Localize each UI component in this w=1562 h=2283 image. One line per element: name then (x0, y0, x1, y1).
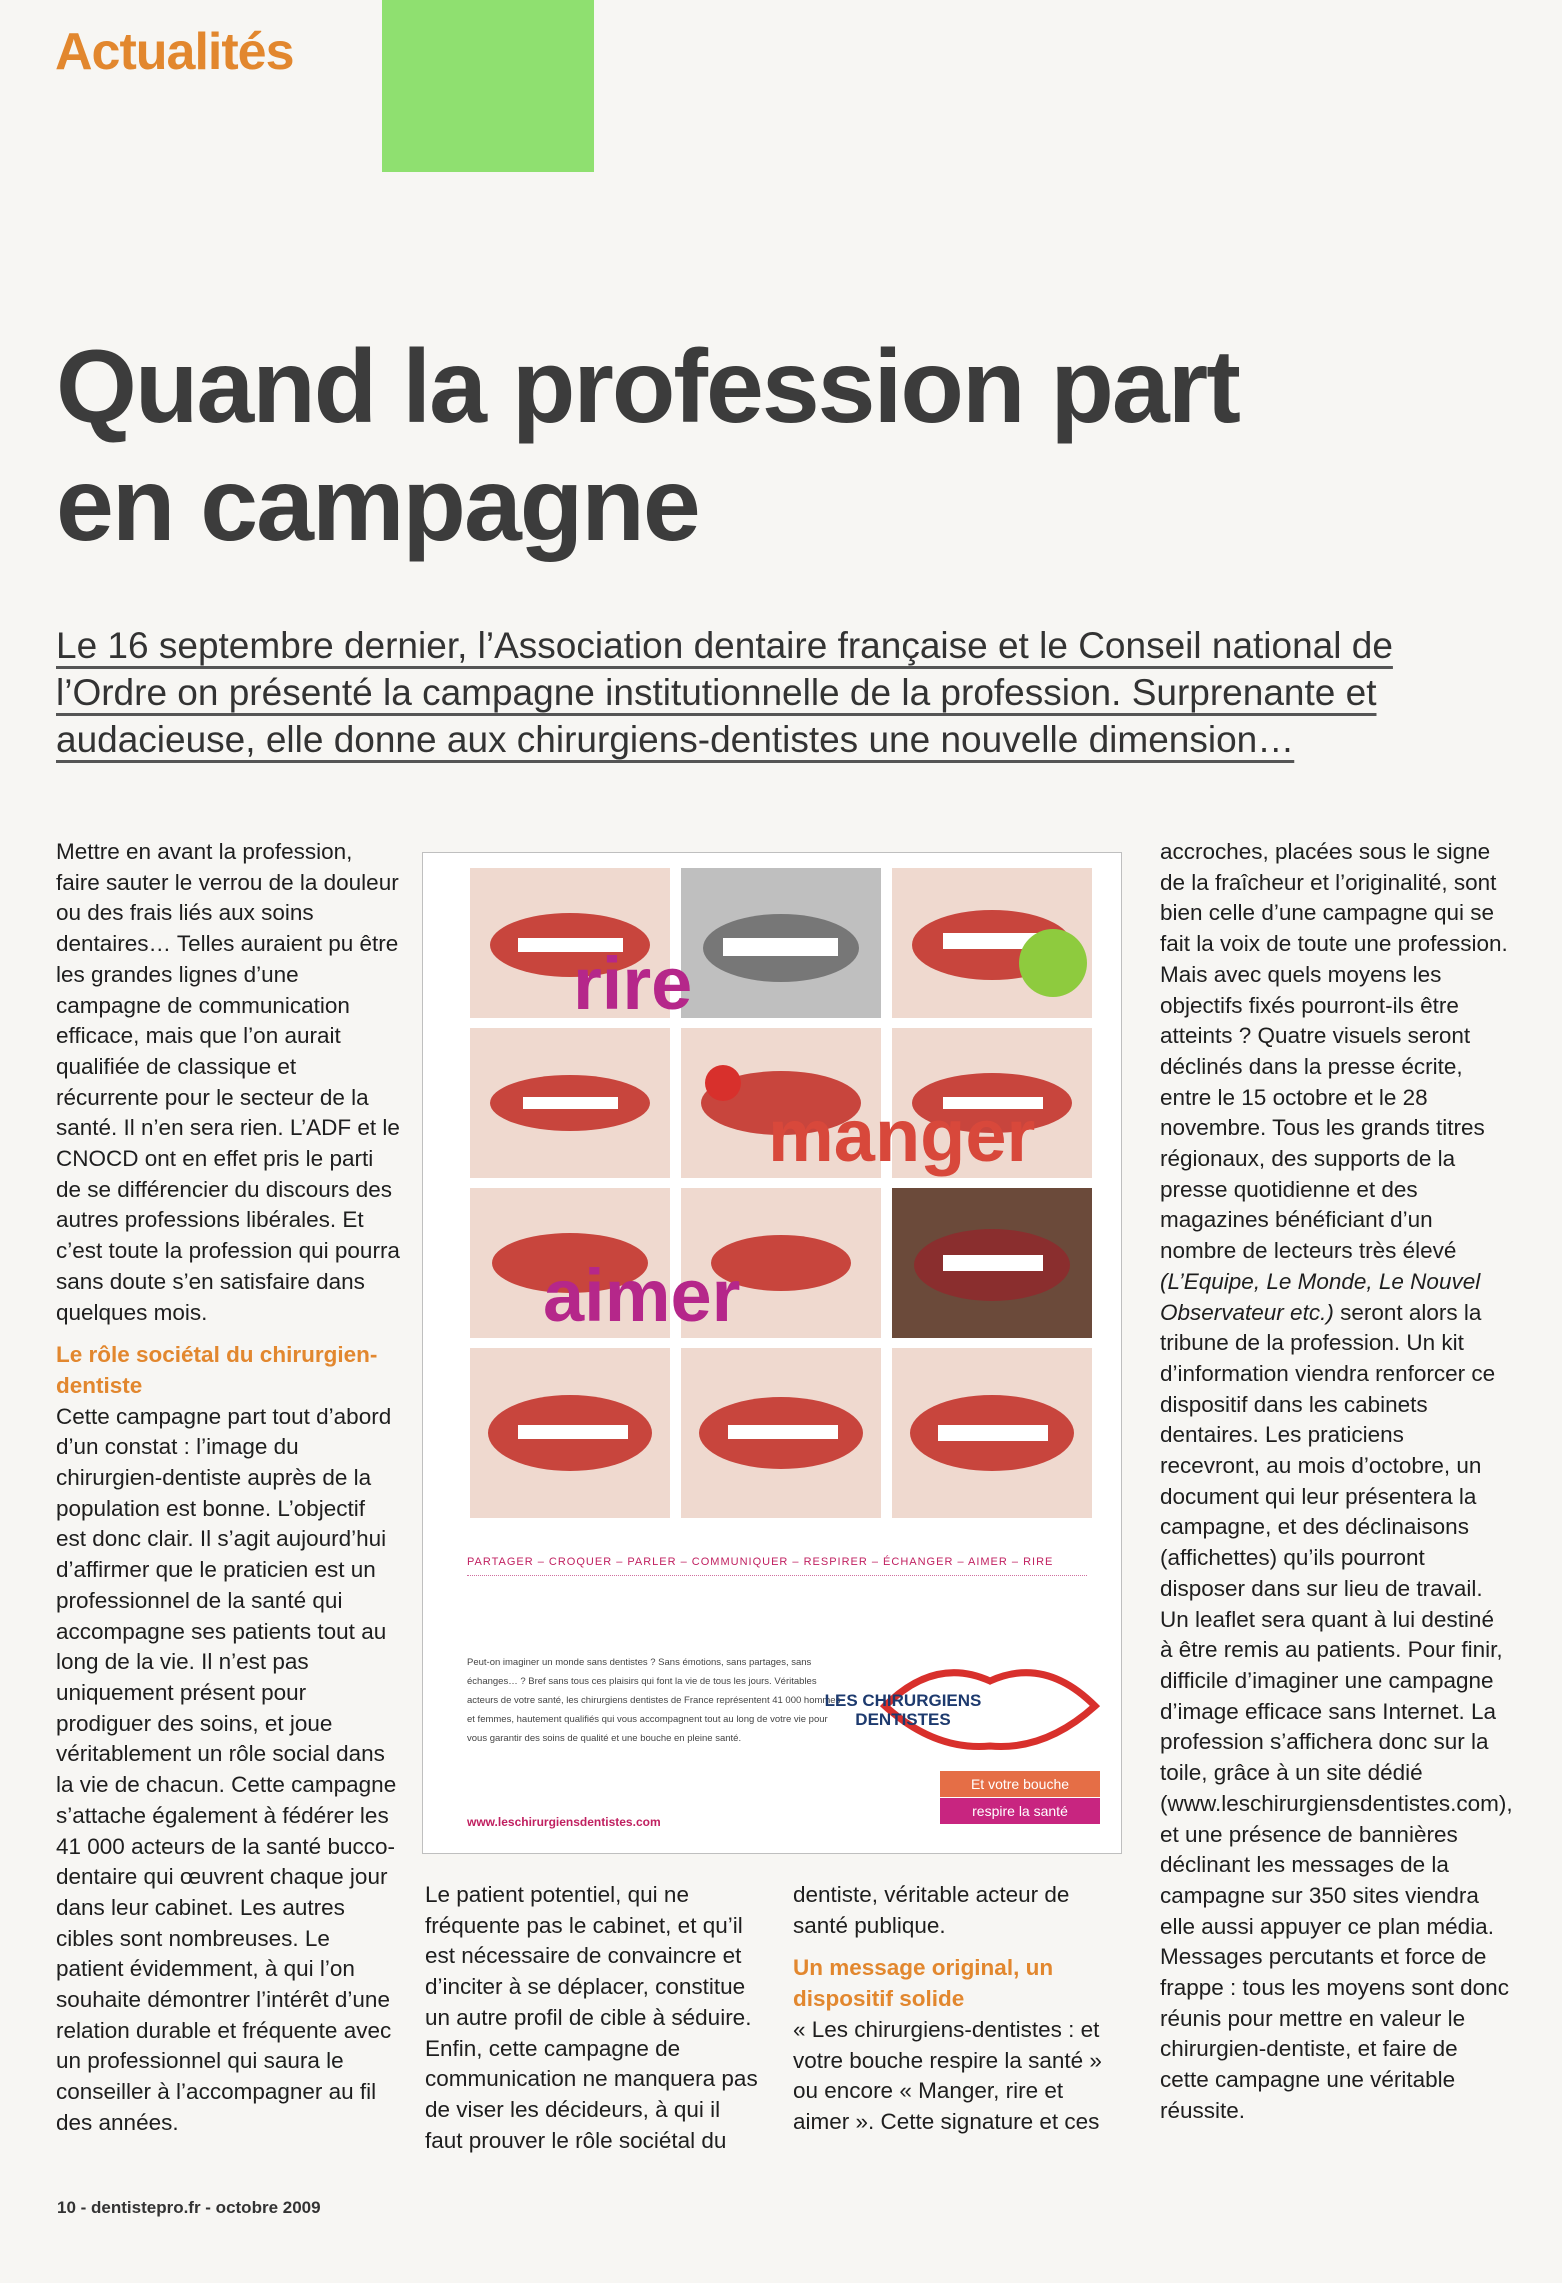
sticky-note (382, 0, 594, 172)
paragraph (1160, 837, 1513, 2127)
paragraph: dentiste, véritable acteur de santé publique. (793, 1882, 1070, 1938)
section-label: Actualités (55, 23, 294, 81)
ad-tagline-2: respire la santé (940, 1798, 1100, 1824)
intro-paragraph: Le 16 septembre dernier, l’Association dentaire française et le Conseil national de l’Ordre on présenté la campagne institutionnelle de la profession. Surprenante et audacieuse, elle donne aux chirurgiens-dentistes une nouvelle dimension… (56, 625, 1393, 760)
campaign-advertisement (422, 852, 1122, 1854)
headline: Quand la profession part en campagne (56, 329, 1239, 563)
paragraph-text: seront alors la tribune de la profession. Un kit d’information viendra renforcer ce dispositif dans les cabinets dentaires. Les praticiens recevront, au mois d’octobre, un document qui leur présentera la campagne, et des déclinaisons (affichettes) qu’ils pourront disposer dans sur lieu de travail. Un leaflet sera quant à lui destiné à être remis au patients. Pour finir, difficile d’imaginer une campagne d’image efficace sans Internet. La profession s’affichera donc sur la toile, grâce à un site dédié (www.leschirurgiensdentistes.com), et une présence de bannières déclinant les messages de la campagne sur 350 sites viendra elle aussi appuyer ce plan média. Messages percutants et force de frappe : tous les moyens sont donc réunis pour mettre en valeur le chirurgien-dentiste, et faire de cette campagne une véritable réussite. (1160, 1299, 1513, 2123)
paragraph: Le patient potentiel, qui ne fréquente pas le cabinet, et qu’il est nécessaire de convaincre et d’inciter à se déplacer, constitue un autre profil de cible à séduire. Enfin, cette campagne de communication ne manquera pas de viser les décideurs, à qui il faut prouver le rôle sociétal du (425, 1882, 758, 2153)
italic-citation: (L’Equipe, Le Monde, Le Nouvel Observateur etc.) (1160, 1268, 1481, 1325)
ad-url[interactable]: www.leschirurgiensdentistes.com (467, 1815, 661, 1829)
paragraph-text: accroches, placées sous le signe de la fraîcheur et l’originalité, sont bien celle d’une campagne qui se fait la voix de toute une profession. Mais avec quels moyens les objectifs fixés pourront-ils être atteints ? Quatre visuels seront déclinés dans la presse écrite, entre le 15 octobre et le 28 novembre. Tous les grands titres régionaux, des supports de la presse quotidienne et des magazines bénéficiant d’un nombre de lecteurs très élevé (1160, 839, 1508, 1264)
ad-photo-grid (423, 853, 1121, 1553)
subheading: Le rôle sociétal du chirurgien-dentiste (56, 1342, 378, 1398)
ad-divider (467, 1575, 1087, 1580)
paragraph: Cette campagne part tout d’abord d’un constat : l’image du chirurgien-dentiste auprès de la population est bonne. L’objectif est donc clair. Il s’agit aujourd’hui d’affirmer que le praticien est un professionnel de la santé qui accompagne ses patients tout au long de la vie. Il n’est pas uniquement présent pour prodiguer des soins, et joue véritablement un rôle social dans la vie de chacun. Cette campagne s’attache également à fédérer les 41 000 acteurs de la santé bucco-dentaire qui œuvrent chaque jour dans leur cabinet. Les autres cibles sont nombreuses. Le patient évidemment, à qui l’on souhaite démontrer l’intérêt d’une relation durable et fréquente avec un professionnel qui saura le conseiller à l’accompagner au fil des années. (56, 1403, 397, 2135)
ad-body-text: Peut-on imaginer un monde sans dentistes ? Sans émotions, sans partages, sans échanges… ? Bref sans tous ces plaisirs qui font la vie de tous les jours. Véritables acteurs de votre santé, les chirurgiens dentistes de France représentent 41 000 hommes et femmes, hautement qualifiés qui vous accompagnent tout au long de votre vie pour vous garantir des soins de qualité et une bouche en pleine santé. (467, 1657, 841, 1744)
ad-word-manger: manger (768, 1094, 1036, 1177)
page-footer: 10 - dentistepro.fr - octobre 2009 (57, 2198, 321, 2217)
paragraph: Mettre en avant la profession, faire sauter le verrou de la douleur ou des frais liés aux soins dentaires… Telles auraient pu être les grandes lignes d’une campagne de communication efficace, mais que l’on aurait qualifiée de classique et récurrente pour le secteur de la santé. Il n’en sera rien. L’ADF et le CNOCD ont en effet pris le parti de se différencier du discours des autres professions libérales. Et c’est toute la profession qui pourra sans doute s’en satisfaire dans quelques mois. (56, 839, 400, 1325)
ad-keywords-line: PARTAGER – CROQUER – PARLER – COMMUNIQUER – RESPIRER – ÉCHANGER – AIMER – RIRE (467, 1556, 1054, 1568)
column-1 (56, 837, 401, 2139)
column-4 (1160, 837, 1513, 2127)
paragraph: « Les chirurgiens-dentistes : et votre bouche respire la santé » ou encore « Manger, rire et aimer ». Cette signature et ces (793, 2016, 1102, 2134)
subheading: Un message original, un dispositif solide (793, 1955, 1054, 2012)
ad-tagline-1: Et votre bouche (940, 1771, 1100, 1797)
ad-word-rire: rire (573, 942, 693, 1025)
column-2 (425, 1880, 760, 2156)
ad-word-aimer: aimer (543, 1254, 741, 1337)
column-3 (793, 1880, 1118, 2138)
ad-brand-name: LES CHIRURGIENS DENTISTES (824, 1691, 982, 1729)
